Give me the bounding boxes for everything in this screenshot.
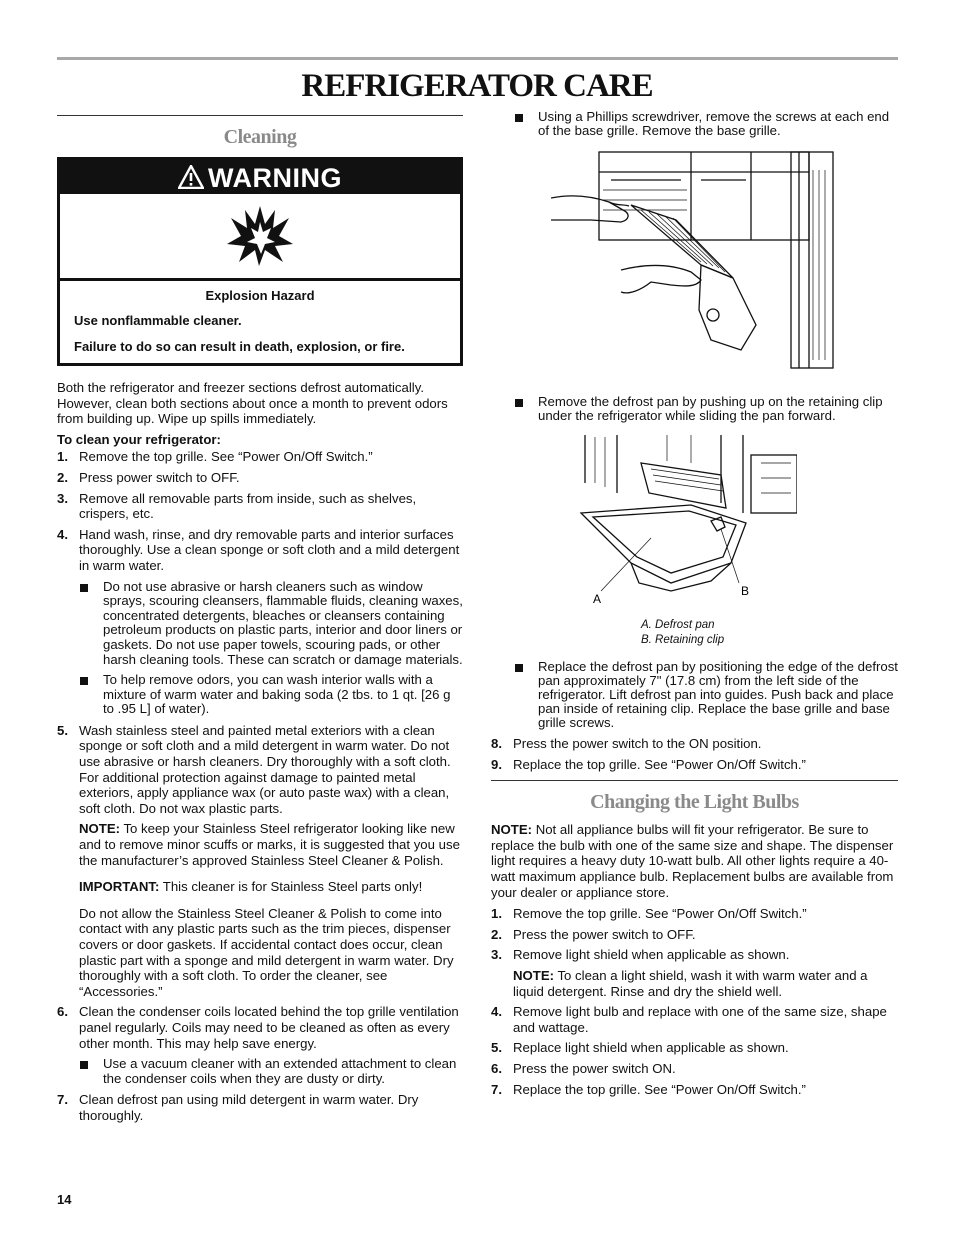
- list-item: [57, 470, 463, 486]
- note-label: NOTE:: [513, 967, 555, 983]
- list-item: [491, 1040, 898, 1056]
- step-number: 3.: [491, 947, 502, 963]
- step-number: 1.: [57, 449, 68, 465]
- step-text: Remove all removable parts from inside, such as shelves, crispers, etc.: [79, 490, 417, 522]
- important-label: IMPORTANT:: [79, 879, 160, 895]
- right-column: [491, 110, 898, 1102]
- step-text: Press power switch to OFF.: [79, 469, 240, 485]
- note-text: To keep your Stainless Steel refrigerator looking like new and to remove minor scuffs or marks, it is suggested that you use the manufacturer’s approved Stainless Steel Cleaner & Polish.: [79, 821, 460, 868]
- bullet-text: Replace the defrost pan by positioning the edge of the defrost pan approximately 7" (17.8 cm) from the left side of the refrigerator. Lift defrost pan into guides. Push back and place pan inside of retaining clip. Replace the base grille and base grille screws.: [538, 659, 898, 730]
- figure-label-b: B: [741, 584, 750, 598]
- step-number: 5.: [57, 722, 68, 738]
- step-text: Press the power switch to the ON position.: [513, 736, 762, 751]
- step-text: Replace the top grille. See “Power On/Off Switch.”: [513, 756, 806, 772]
- list-item: [57, 527, 463, 717]
- list-item: [491, 736, 898, 752]
- bullet-list: [79, 580, 463, 717]
- list-item: [491, 1082, 898, 1098]
- step-number: 3.: [57, 490, 68, 506]
- step-number: 7.: [491, 1081, 502, 1097]
- list-item: [57, 491, 463, 522]
- defrost-pan-illustration: [571, 433, 797, 609]
- bulbs-heading: Changing the Light Bulbs: [590, 791, 799, 814]
- bullet-text: Use a vacuum cleaner with an extended attachment to clean the condenser coils when they are dusty or dirty.: [103, 1056, 457, 1086]
- explosion-icon-area: [60, 194, 460, 281]
- bullet-square-icon: [515, 399, 523, 407]
- list-item: [491, 1004, 898, 1035]
- page-number: 14: [57, 1192, 72, 1207]
- bullet-item: [79, 580, 463, 668]
- section-rule: [491, 780, 898, 781]
- step-text: Clean the condenser coils located behind the top grille ventilation panel regularly. Coils may need to be cleaned as often as every other month. This may help save energy.: [79, 1004, 459, 1051]
- step-number: 5.: [491, 1040, 502, 1056]
- section-rule: [57, 115, 463, 116]
- step-text: Replace light shield when applicable as shown.: [513, 1040, 789, 1056]
- step-text: Press the power switch ON.: [513, 1060, 676, 1076]
- note-paragraph: [513, 968, 898, 999]
- bullet-square-icon: [80, 1061, 88, 1069]
- warning-box: [57, 157, 463, 366]
- cleaning-steps: [57, 449, 463, 1123]
- warning-label: WARNING: [208, 163, 342, 193]
- step-text: Wash stainless steel and painted metal exteriors with a clean sponge or soft cloth and a mild detergent in warm water. Do not use abrasive or harsh cleaners. Dry thoroughly with a soft cloth. For additional protection against damage to painted metal exteriors, apply appliance wax (or auto paste wax) with a clean, soft cloth. Do not wax plastic parts.: [79, 722, 451, 816]
- cleaning-heading: Cleaning: [223, 126, 297, 148]
- step-number: 4.: [491, 1004, 502, 1020]
- step-text: Clean defrost pan using mild detergent in warm water. Dry thoroughly.: [79, 1092, 419, 1123]
- step-number: 8.: [491, 736, 502, 751]
- bullet-text: Using a Phillips screwdriver, remove the screws at each end of the base grille. Remove the base grille.: [538, 109, 890, 138]
- important-paragraph: [79, 879, 463, 895]
- bullet-list: [491, 395, 898, 423]
- bullet-item: [491, 660, 898, 730]
- list-item: [491, 1061, 898, 1077]
- warning-header: [60, 160, 460, 194]
- page-title: REFRIGERATOR CARE: [301, 68, 653, 104]
- bullet-item: [79, 673, 463, 717]
- step-number: 4.: [57, 526, 68, 542]
- bullet-list: [491, 110, 898, 138]
- note-label: NOTE:: [79, 821, 121, 837]
- step-text: Remove light shield when applicable as shown.: [513, 947, 790, 963]
- bullet-item: [491, 110, 898, 138]
- bullet-list: [491, 660, 898, 730]
- bullet-square-icon: [515, 664, 523, 672]
- list-item: [57, 723, 463, 1000]
- bulbs-note: [491, 822, 898, 900]
- list-item: [57, 449, 463, 465]
- bulb-steps: [491, 906, 898, 1097]
- extra-paragraph: Do not allow the Stainless Steel Cleaner & Polish to come into contact with any plastic parts such as the trim pieces, dispenser covers or door gaskets. If accidental contact does occur, clean plastic part with a sponge and mild detergent in warm water. Dry thoroughly with a soft cloth. To order the cleaner, see “Accessories.”: [79, 905, 454, 999]
- top-rule: [57, 57, 898, 60]
- step-text: Remove light bulb and replace with one of the same size, shape and wattage.: [513, 1004, 887, 1035]
- step-text: Press the power switch to OFF.: [513, 926, 696, 942]
- list-item: [491, 757, 898, 773]
- step-number: 7.: [57, 1092, 68, 1108]
- bullet-square-icon: [515, 114, 523, 122]
- bullet-item: [491, 395, 898, 423]
- bullet-square-icon: [80, 584, 88, 592]
- explosion-icon: [225, 204, 295, 268]
- base-grille-illustration: [551, 150, 841, 378]
- left-column: [57, 115, 463, 1129]
- step-text: Remove the top grille. See “Power On/Off Switch.”: [513, 906, 807, 922]
- step-number: 6.: [57, 1004, 68, 1020]
- warning-hazard: Explosion Hazard: [205, 288, 315, 303]
- list-item: [57, 1004, 463, 1086]
- list-item: [491, 906, 898, 922]
- caption-a: A. Defrost pan: [641, 619, 715, 631]
- warning-text: [60, 281, 460, 363]
- step-text: Replace the top grille. See “Power On/Off Switch.”: [513, 1081, 806, 1097]
- step-text: Remove the top grille. See “Power On/Off Switch.”: [79, 449, 373, 465]
- figure-captions: [641, 618, 898, 648]
- bullet-text: To help remove odors, you can wash interior walls with a mixture of warm water and baking soda (2 tbs. to 1 qt. [26 g to .95 L] of water).: [103, 672, 451, 717]
- bullet-text: Do not use abrasive or harsh cleaners such as window sprays, scouring cleansers, flammable fluids, cleaning waxes, concentrated detergents, bleaches or cleansers containing petroleum products on plastic parts, interior and door liners or gaskets. Do not use paper towels, scouring pads, or other harsh cleaning tools. These can scratch or damage materials.: [103, 578, 463, 667]
- warning-line-2: Failure to do so can result in death, explosion, or fire.: [74, 339, 405, 354]
- cleaning-steps-continued: [491, 736, 898, 772]
- note-paragraph: [79, 821, 463, 868]
- warning-triangle-icon: [178, 165, 204, 189]
- note-label: NOTE:: [491, 822, 533, 838]
- note-text: To clean a light shield, wash it with warm water and a liquid detergent. Rinse and dry the shield well.: [513, 967, 868, 999]
- bullet-item: [79, 1057, 463, 1086]
- bullet-list: [79, 1057, 463, 1086]
- intro-paragraph: Both the refrigerator and freezer sections defrost automatically. However, clean both sections about once a month to prevent odors from building up. Wipe up spills immediately.: [57, 380, 448, 427]
- step-number: 2.: [57, 469, 68, 485]
- list-item: [57, 1092, 463, 1123]
- important-text: This cleaner is for Stainless Steel parts only!: [162, 879, 423, 895]
- figure-label-a: A: [593, 592, 602, 606]
- step-number: 2.: [491, 926, 502, 942]
- step-number: 9.: [491, 756, 502, 772]
- list-item: [491, 947, 898, 999]
- bullet-square-icon: [80, 677, 88, 685]
- step-number: 6.: [491, 1060, 502, 1076]
- step-number: 1.: [491, 906, 502, 922]
- note-text: Not all appliance bulbs will fit your refrigerator. Be sure to replace the bulb with one of the same size and shape. The dispenser light requires a heavy duty 10-watt bulb. All other lights require a 40-watt maximum appliance bulb. Replacement bulbs are available from your dealer or appliance store.: [491, 822, 894, 900]
- step-text: Hand wash, rinse, and dry removable parts and interior surfaces thoroughly. Use a clean sponge or soft cloth and a mild detergent in warm water.: [79, 526, 460, 573]
- clean-subheading: To clean your refrigerator:: [57, 431, 221, 447]
- caption-b: B. Retaining clip: [641, 634, 725, 646]
- bullet-text: Remove the defrost pan by pushing up on the retaining clip under the refrigerator while sliding the pan forward.: [538, 394, 883, 423]
- list-item: [491, 927, 898, 943]
- warning-line-1: Use nonflammable cleaner.: [74, 313, 242, 328]
